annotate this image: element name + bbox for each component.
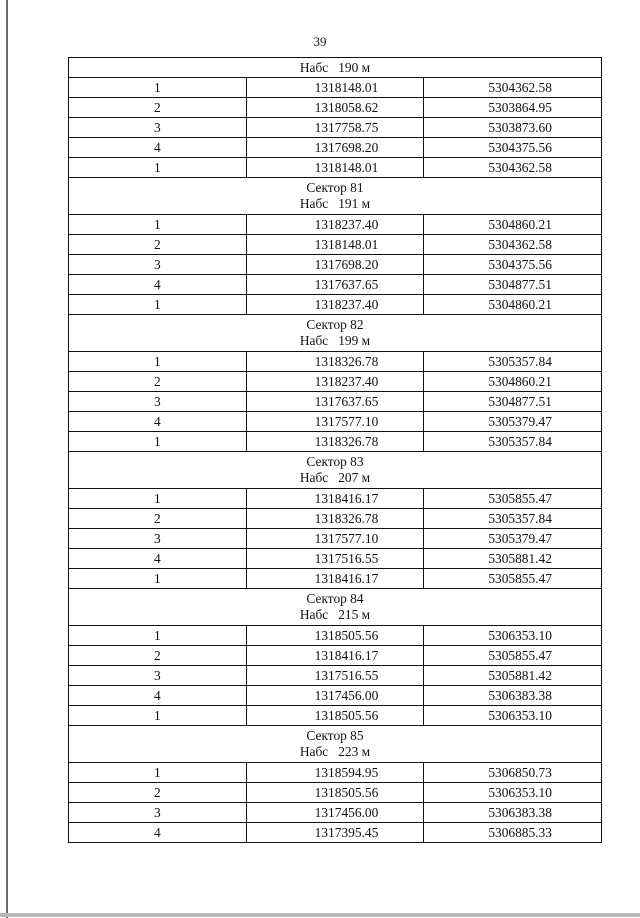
point-number-cell: 4 xyxy=(69,686,247,706)
y-coordinate-cell: 5304860.21 xyxy=(424,372,602,392)
x-coordinate-cell: 1317758.75 xyxy=(246,118,424,138)
coordinates-table xyxy=(68,57,602,843)
point-number-cell: 2 xyxy=(69,235,247,255)
y-coordinate-cell: 5305855.47 xyxy=(424,646,602,666)
x-coordinate-cell: 1317395.45 xyxy=(246,823,424,843)
coordinates-document xyxy=(68,57,602,843)
sector-header-cell xyxy=(69,58,602,78)
table-row xyxy=(69,432,602,452)
table-row xyxy=(69,529,602,549)
page-number: 39 xyxy=(313,34,327,49)
y-coordinate-cell: 5303864.95 xyxy=(424,98,602,118)
point-number-cell: 1 xyxy=(69,706,247,726)
x-coordinate-cell: 1318148.01 xyxy=(246,78,424,98)
table-row xyxy=(69,372,602,392)
table-row xyxy=(69,235,602,255)
y-coordinate-cell: 5305379.47 xyxy=(424,529,602,549)
sector-header-row xyxy=(69,315,602,352)
table-row xyxy=(69,275,602,295)
table-row xyxy=(69,803,602,823)
x-coordinate-cell: 1317456.00 xyxy=(246,686,424,706)
sector-header-row xyxy=(69,452,602,489)
sector-header-row xyxy=(69,178,602,215)
point-number-cell: 1 xyxy=(69,352,247,372)
x-coordinate-cell: 1318148.01 xyxy=(246,235,424,255)
y-coordinate-cell: 5304860.21 xyxy=(424,295,602,315)
y-coordinate-cell: 5305855.47 xyxy=(424,489,602,509)
sector-height: Набс 190 м xyxy=(299,59,371,75)
x-coordinate-cell: 1318058.62 xyxy=(246,98,424,118)
x-coordinate-cell: 1317516.55 xyxy=(246,666,424,686)
sector-header-row xyxy=(69,58,602,78)
table-row xyxy=(69,706,602,726)
y-coordinate-cell: 5304877.51 xyxy=(424,275,602,295)
x-coordinate-cell: 1318594.95 xyxy=(246,763,424,783)
point-number-cell: 1 xyxy=(69,78,247,98)
table-row xyxy=(69,78,602,98)
sector-title: Сектор 85 xyxy=(306,728,364,743)
y-coordinate-cell: 5305379.47 xyxy=(424,412,602,432)
table-row xyxy=(69,763,602,783)
table-row xyxy=(69,509,602,529)
y-coordinate-cell: 5305881.42 xyxy=(424,666,602,686)
point-number-cell: 2 xyxy=(69,509,247,529)
x-coordinate-cell: 1318326.78 xyxy=(246,352,424,372)
table-row xyxy=(69,352,602,372)
sector-height: Набс 207 м xyxy=(299,470,371,485)
point-number-cell: 3 xyxy=(69,118,247,138)
x-coordinate-cell: 1318505.56 xyxy=(246,706,424,726)
y-coordinate-cell: 5303873.60 xyxy=(424,118,602,138)
y-coordinate-cell: 5305855.47 xyxy=(424,569,602,589)
x-coordinate-cell: 1318505.56 xyxy=(246,626,424,646)
y-coordinate-cell: 5304362.58 xyxy=(424,78,602,98)
x-coordinate-cell: 1318326.78 xyxy=(246,432,424,452)
table-row xyxy=(69,295,602,315)
x-coordinate-cell: 1318148.01 xyxy=(246,158,424,178)
sector-title: Сектор 83 xyxy=(306,454,364,469)
point-number-cell: 2 xyxy=(69,783,247,803)
table-row xyxy=(69,646,602,666)
x-coordinate-cell: 1317698.20 xyxy=(246,255,424,275)
point-number-cell: 3 xyxy=(69,666,247,686)
y-coordinate-cell: 5306353.10 xyxy=(424,783,602,803)
x-coordinate-cell: 1318237.40 xyxy=(246,372,424,392)
point-number-cell: 1 xyxy=(69,215,247,235)
x-coordinate-cell: 1317577.10 xyxy=(246,529,424,549)
sector-height: Набс 215 м xyxy=(299,607,371,622)
point-number-cell: 2 xyxy=(69,98,247,118)
sector-title: Сектор 84 xyxy=(306,591,364,606)
point-number-cell: 2 xyxy=(69,646,247,666)
point-number-cell: 1 xyxy=(69,489,247,509)
x-coordinate-cell: 1318326.78 xyxy=(246,509,424,529)
sector-header-cell xyxy=(69,315,602,352)
table-row xyxy=(69,666,602,686)
y-coordinate-cell: 5306885.33 xyxy=(424,823,602,843)
table-row xyxy=(69,783,602,803)
x-coordinate-cell: 1317577.10 xyxy=(246,412,424,432)
table-row xyxy=(69,412,602,432)
table-row xyxy=(69,392,602,412)
y-coordinate-cell: 5304375.56 xyxy=(424,138,602,158)
table-row xyxy=(69,686,602,706)
y-coordinate-cell: 5306353.10 xyxy=(424,626,602,646)
x-coordinate-cell: 1317456.00 xyxy=(246,803,424,823)
table-row xyxy=(69,138,602,158)
x-coordinate-cell: 1318237.40 xyxy=(246,215,424,235)
x-coordinate-cell: 1318505.56 xyxy=(246,783,424,803)
y-coordinate-cell: 5306353.10 xyxy=(424,706,602,726)
table-row xyxy=(69,98,602,118)
y-coordinate-cell: 5305357.84 xyxy=(424,509,602,529)
y-coordinate-cell: 5305357.84 xyxy=(424,432,602,452)
sector-header-cell xyxy=(69,589,602,626)
y-coordinate-cell: 5306383.38 xyxy=(424,686,602,706)
sector-height: Набс 191 м xyxy=(299,196,371,211)
scan-edge-left xyxy=(6,0,8,918)
sector-header-row xyxy=(69,726,602,763)
y-coordinate-cell: 5304362.58 xyxy=(424,158,602,178)
table-row xyxy=(69,158,602,178)
x-coordinate-cell: 1318416.17 xyxy=(246,569,424,589)
point-number-cell: 1 xyxy=(69,763,247,783)
point-number-cell: 1 xyxy=(69,626,247,646)
x-coordinate-cell: 1317637.65 xyxy=(246,392,424,412)
sector-title: Сектор 81 xyxy=(306,180,364,195)
point-number-cell: 4 xyxy=(69,549,247,569)
sector-height: Набс 199 м xyxy=(299,333,371,348)
point-number-cell: 3 xyxy=(69,803,247,823)
x-coordinate-cell: 1318237.40 xyxy=(246,295,424,315)
x-coordinate-cell: 1317698.20 xyxy=(246,138,424,158)
point-number-cell: 2 xyxy=(69,372,247,392)
x-coordinate-cell: 1317637.65 xyxy=(246,275,424,295)
x-coordinate-cell: 1318416.17 xyxy=(246,489,424,509)
table-row xyxy=(69,118,602,138)
sector-title: Сектор 82 xyxy=(306,317,364,332)
point-number-cell: 1 xyxy=(69,569,247,589)
table-row xyxy=(69,489,602,509)
x-coordinate-cell: 1318416.17 xyxy=(246,646,424,666)
y-coordinate-cell: 5304362.58 xyxy=(424,235,602,255)
table-row xyxy=(69,255,602,275)
point-number-cell: 1 xyxy=(69,158,247,178)
table-row xyxy=(69,215,602,235)
sector-header-row xyxy=(69,589,602,626)
table-row xyxy=(69,823,602,843)
y-coordinate-cell: 5304860.21 xyxy=(424,215,602,235)
point-number-cell: 1 xyxy=(69,432,247,452)
point-number-cell: 4 xyxy=(69,275,247,295)
y-coordinate-cell: 5305881.42 xyxy=(424,549,602,569)
point-number-cell: 4 xyxy=(69,823,247,843)
sector-header-cell xyxy=(69,452,602,489)
table-row xyxy=(69,626,602,646)
table-row xyxy=(69,549,602,569)
point-number-cell: 3 xyxy=(69,255,247,275)
y-coordinate-cell: 5304877.51 xyxy=(424,392,602,412)
x-coordinate-cell: 1317516.55 xyxy=(246,549,424,569)
y-coordinate-cell: 5306850.73 xyxy=(424,763,602,783)
y-coordinate-cell: 5305357.84 xyxy=(424,352,602,372)
sector-header-cell xyxy=(69,726,602,763)
coordinates-table-body xyxy=(69,58,602,843)
scan-edge-bottom xyxy=(0,913,640,917)
table-row xyxy=(69,569,602,589)
point-number-cell: 1 xyxy=(69,295,247,315)
point-number-cell: 4 xyxy=(69,412,247,432)
sector-height: Набс 223 м xyxy=(299,744,371,759)
y-coordinate-cell: 5304375.56 xyxy=(424,255,602,275)
point-number-cell: 4 xyxy=(69,138,247,158)
point-number-cell: 3 xyxy=(69,392,247,412)
sector-header-cell xyxy=(69,178,602,215)
point-number-cell: 3 xyxy=(69,529,247,549)
y-coordinate-cell: 5306383.38 xyxy=(424,803,602,823)
